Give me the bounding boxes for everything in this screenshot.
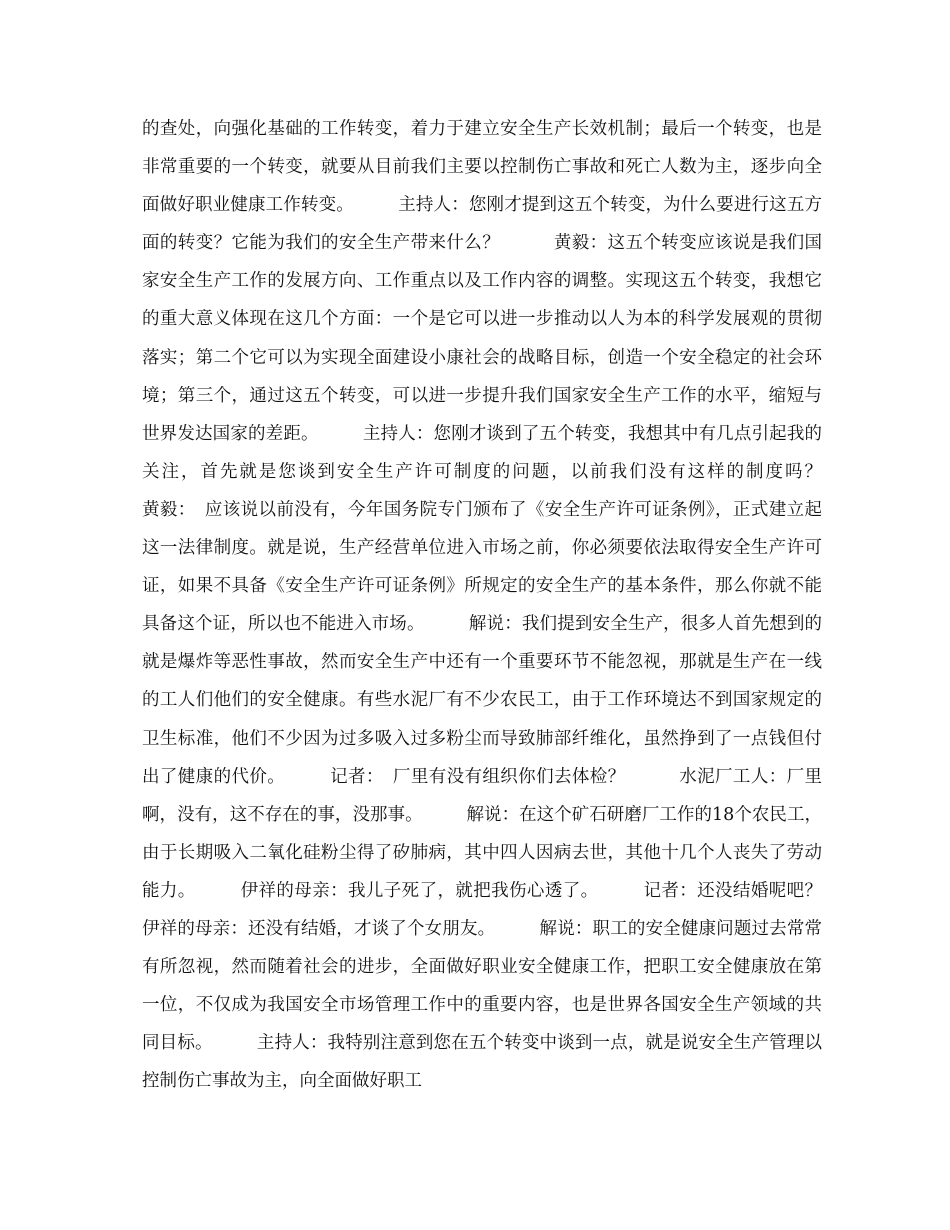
- body-paragraph: 的查处，向强化基础的工作转变，着力于建立安全生产长效机制；最后一个转变，也是非常重要的一个转变，就要从目前我们主要以控制伤亡事故和死亡人数为主，逐步向全面做好职业健康工作转变。 主持人：您刚才提到这五个转变，为什么要进行这五方面的转变？它能为我们的安全生产带来什么？ 黄毅：这五个转变应该说是我们国家安全生产工作的发展方向、工作重点以及工作内容的调整。实现这五个转变，我想它的重大意义体现在这几个方面：一个是它可以进一步推动以人为本的科学发展观的贯彻落实；第二个它可以为实现全面建设小康社会的战略目标，创造一个安全稳定的社会环境；第三个，通过这五个转变，可以进一步提升我们国家安全生产工作的水平，缩短与世界发达国家的差距。 主持人：您刚才谈到了五个转变，我想其中有几点引起我的关注，首先就是您谈到安全生产许可制度的问题，以前我们没有这样的制度吗？ 黄毅： 应该说以前没有，今年国务院专门颁布了《安全生产许可证条例》，正式建立起这一法律制度。就是说，生产经营单位进入市场之前，你必须要依法取得安全生产许可证，如果不具备《安全生产许可证条例》所规定的安全生产的基本条件，那么你就不能具备这个证，所以也不能进入市场。 解说：我们提到安全生产，很多人首先想到的就是爆炸等恶性事故，然而安全生产中还有一个重要环节不能忽视，那就是生产在一线的工人们他们的安全健康。有些水泥厂有不少农民工，由于工作环境达不到国家规定的卫生标准，他们不少因为过多吸入过多粉尘而导致肺部纤维化，虽然挣到了一点钱但付出了健康的代价。 记者： 厂里有没有组织你们去体检？ 水泥厂工人：厂里啊，没有，这不存在的事，没那事。 解说：在这个矿石研磨厂工作的18个农民工，由于长期吸入二氧化硅粉尘得了矽肺病，其中四人因病去世，其他十几个人丧失了劳动能力。 伊祥的母亲：我儿子死了，就把我伤心透了。 记者：还没结婚呢吧？ 伊祥的母亲：还没有结婚，才谈了个女朋友。 解说：职工的安全健康问题过去常常有所忽视，然而随着社会的进步，全面做好职业安全健康工作，把职工安全健康放在第一位，不仅成为我国安全市场管理工作中的重要内容，也是世界各国安全生产领域的共同目标。 主持人：我特别注意到您在五个转变中谈到一点，就是说安全生产管理以控制伤亡事故为主，向全面做好职工: [142, 119, 875, 1092]
